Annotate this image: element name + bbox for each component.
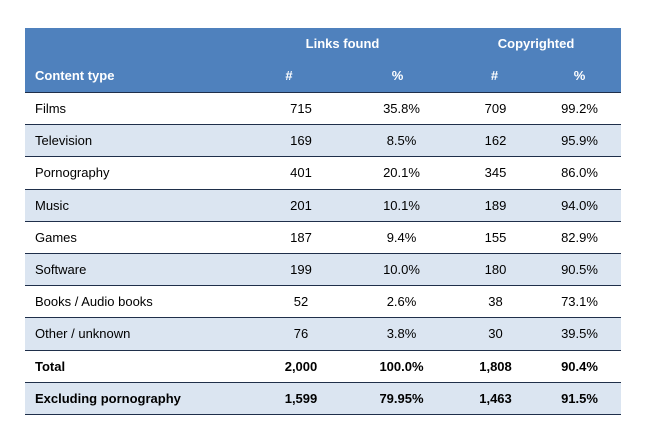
copyrighted-percent: 91.5%: [538, 382, 621, 414]
header-links-percent: %: [344, 59, 451, 93]
row-label: Software: [25, 253, 234, 285]
links-count: 199: [234, 253, 344, 285]
header-row-groups: [25, 28, 621, 59]
links-percent: 2.6%: [344, 286, 451, 318]
copyrighted-percent: 86.0%: [538, 157, 621, 189]
header-content-type: Content type: [25, 59, 234, 93]
links-count: 187: [234, 221, 344, 253]
links-count: 2,000: [234, 350, 344, 382]
header-copyrighted-percent: %: [538, 59, 621, 93]
links-percent: 10.1%: [344, 189, 451, 221]
table-row: [25, 157, 621, 189]
links-percent: 8.5%: [344, 125, 451, 157]
row-label: Pornography: [25, 157, 234, 189]
links-percent: 20.1%: [344, 157, 451, 189]
table-row: [25, 221, 621, 253]
copyrighted-count: 155: [451, 221, 538, 253]
table-row: [25, 125, 621, 157]
row-label: Games: [25, 221, 234, 253]
excluding-pornography-row: [25, 382, 621, 414]
table-row: [25, 189, 621, 221]
copyrighted-percent: 73.1%: [538, 286, 621, 318]
links-percent: 9.4%: [344, 221, 451, 253]
copyrighted-count: 189: [451, 189, 538, 221]
table-body: [25, 93, 621, 415]
copyrighted-count: 1,808: [451, 350, 538, 382]
links-percent: 79.95%: [344, 382, 451, 414]
header-copyrighted-count: #: [451, 59, 538, 93]
table-row: [25, 93, 621, 125]
content-type-table: [25, 28, 621, 415]
links-count: 401: [234, 157, 344, 189]
links-percent: 35.8%: [344, 93, 451, 125]
copyrighted-count: 180: [451, 253, 538, 285]
copyrighted-percent: 94.0%: [538, 189, 621, 221]
links-count: 52: [234, 286, 344, 318]
links-percent: 10.0%: [344, 253, 451, 285]
row-label: Books / Audio books: [25, 286, 234, 318]
copyrighted-count: 38: [451, 286, 538, 318]
copyrighted-count: 162: [451, 125, 538, 157]
table-row: [25, 318, 621, 350]
row-label: Excluding pornography: [25, 382, 234, 414]
links-count: 201: [234, 189, 344, 221]
row-label: Films: [25, 93, 234, 125]
table-row: [25, 253, 621, 285]
copyrighted-percent: 90.4%: [538, 350, 621, 382]
copyrighted-count: 345: [451, 157, 538, 189]
table-header: [25, 28, 621, 93]
header-empty-cell: [25, 28, 234, 59]
copyrighted-count: 1,463: [451, 382, 538, 414]
row-label: Music: [25, 189, 234, 221]
links-percent: 100.0%: [344, 350, 451, 382]
links-percent: 3.8%: [344, 318, 451, 350]
links-count: 715: [234, 93, 344, 125]
copyrighted-count: 709: [451, 93, 538, 125]
copyrighted-percent: 39.5%: [538, 318, 621, 350]
copyrighted-percent: 95.9%: [538, 125, 621, 157]
row-label: Other / unknown: [25, 318, 234, 350]
links-count: 169: [234, 125, 344, 157]
table-row: [25, 286, 621, 318]
total-row: [25, 350, 621, 382]
header-links-count: #: [234, 59, 344, 93]
copyrighted-count: 30: [451, 318, 538, 350]
row-label: Television: [25, 125, 234, 157]
copyrighted-percent: 99.2%: [538, 93, 621, 125]
copyrighted-percent: 82.9%: [538, 221, 621, 253]
row-label: Total: [25, 350, 234, 382]
header-links-found: Links found: [234, 28, 451, 59]
copyrighted-percent: 90.5%: [538, 253, 621, 285]
header-copyrighted: Copyrighted: [451, 28, 621, 59]
links-count: 1,599: [234, 382, 344, 414]
header-row-columns: [25, 59, 621, 93]
links-count: 76: [234, 318, 344, 350]
